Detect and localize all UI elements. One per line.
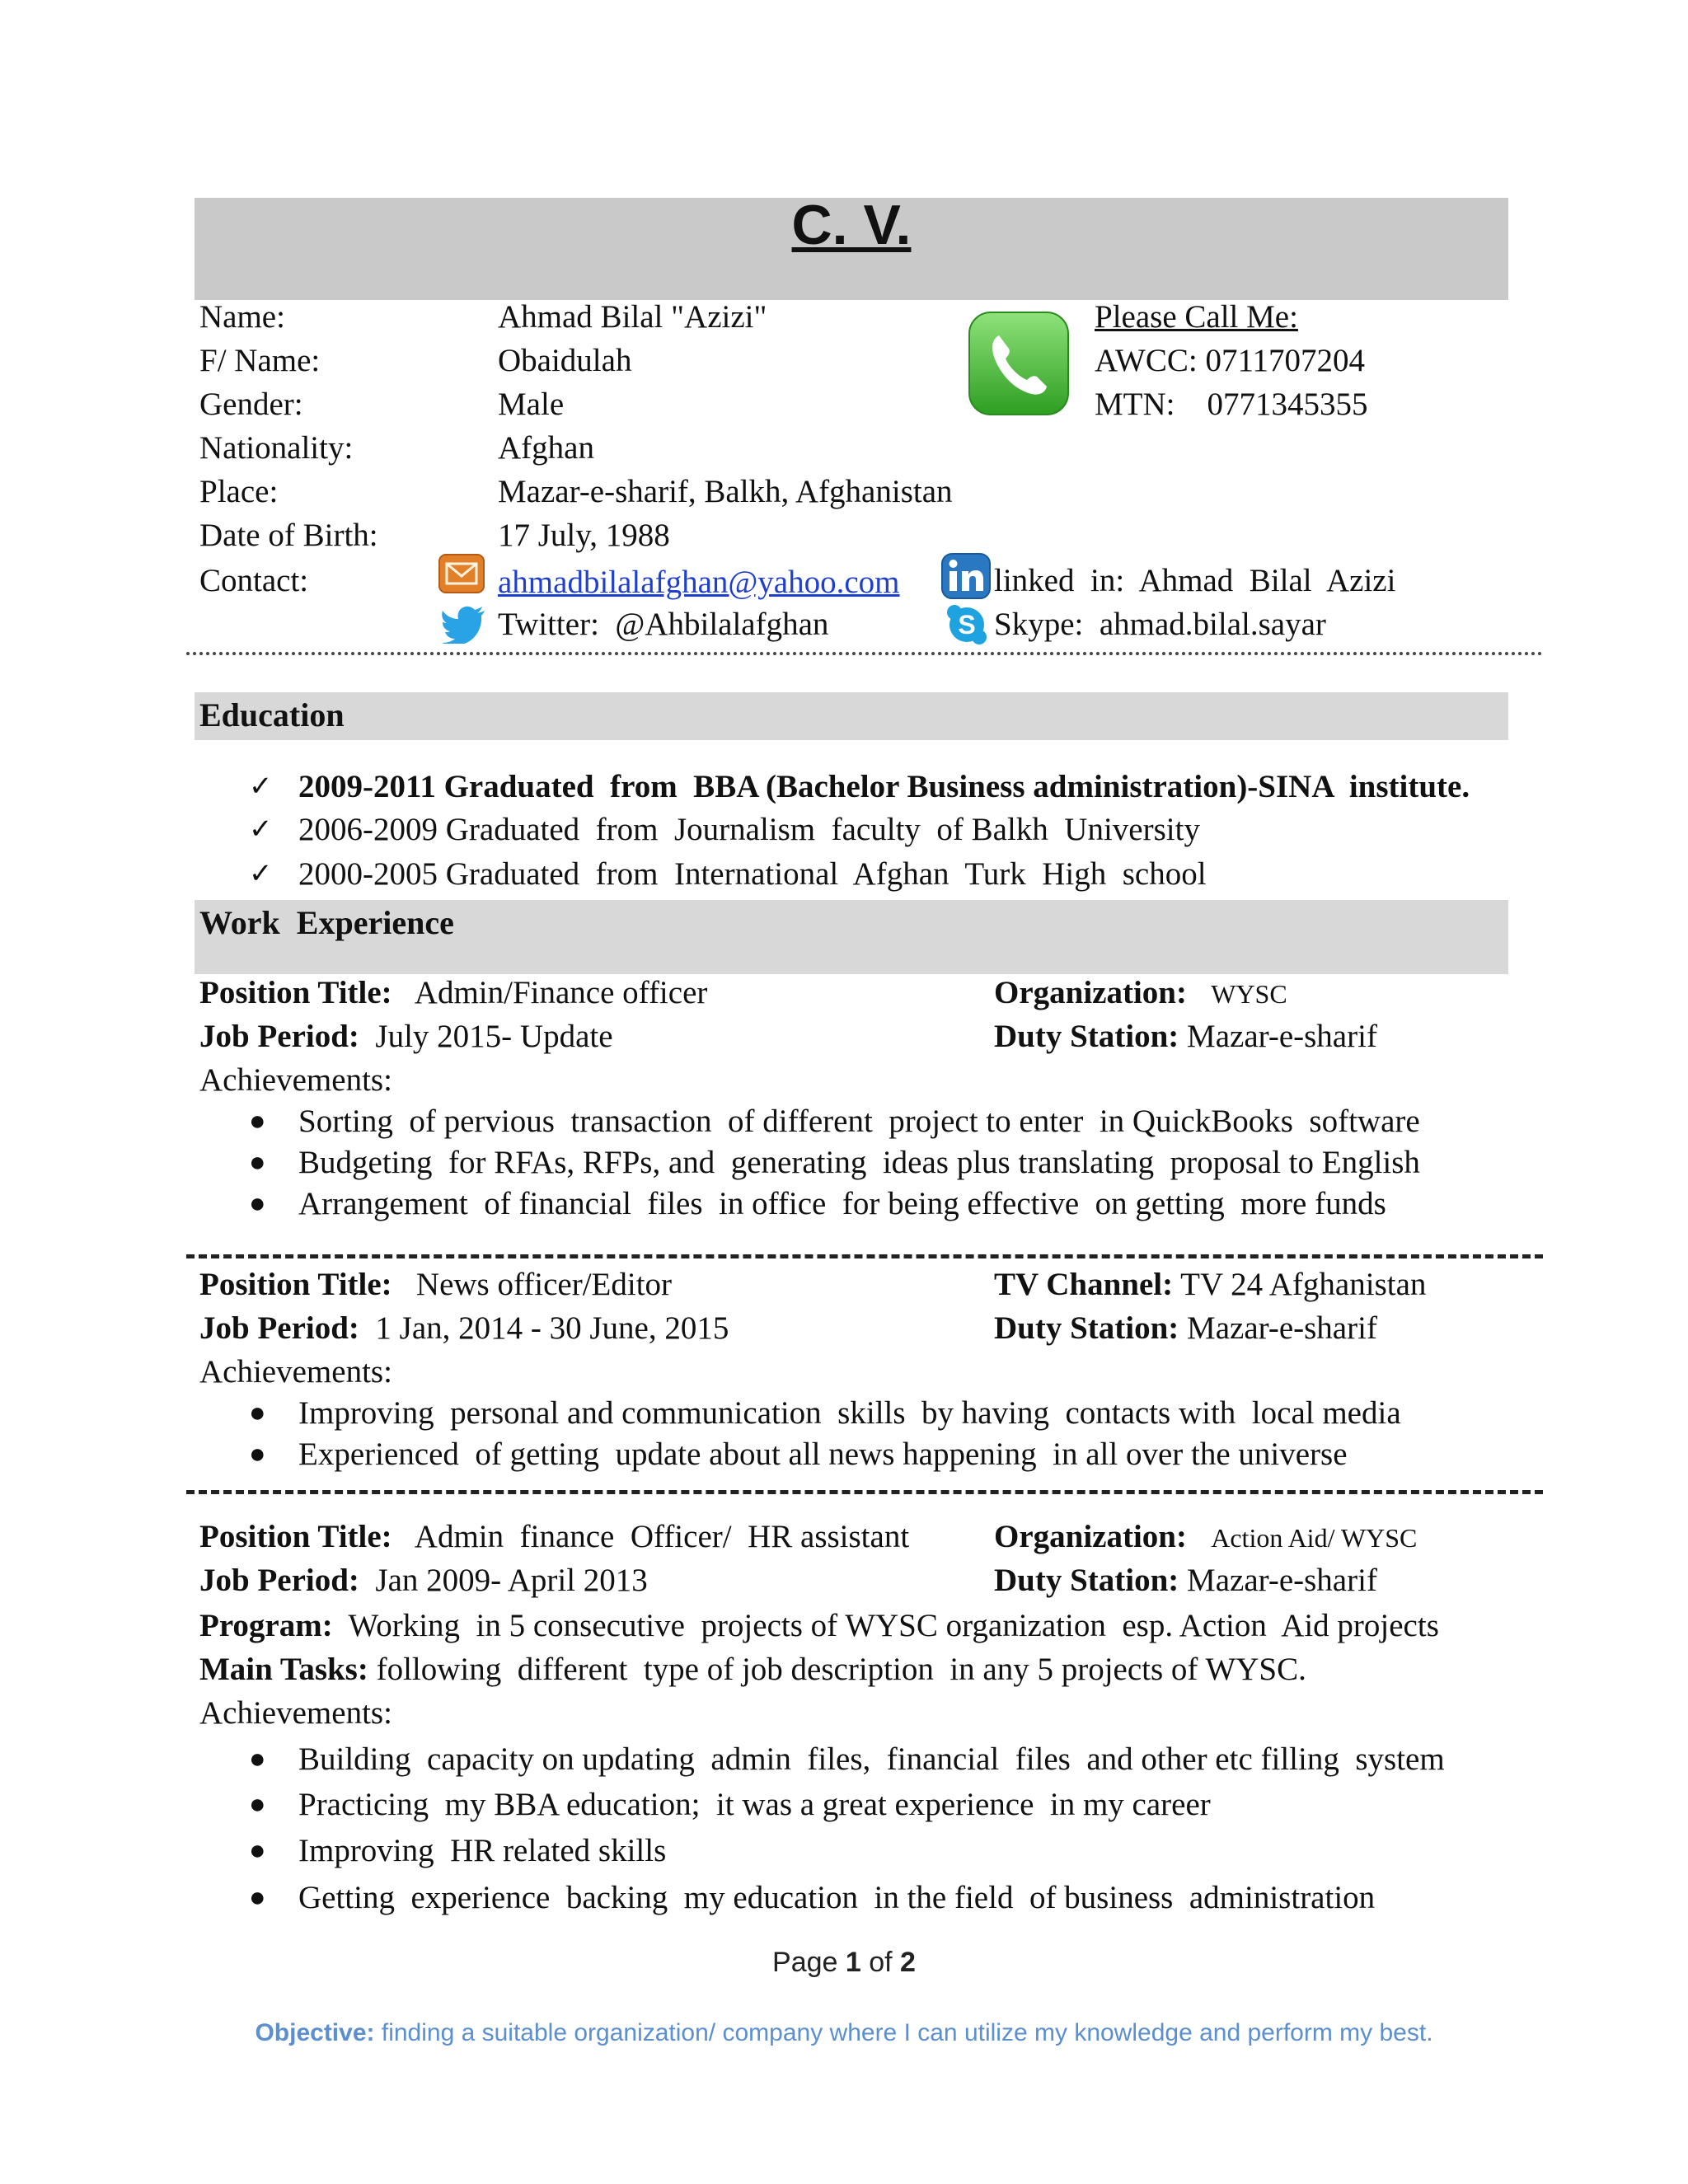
education-bar	[195, 692, 1508, 740]
nationality-value: Afghan	[498, 430, 594, 466]
bullet: ●	[249, 1744, 266, 1774]
skype-id: Skype: ahmad.bilal.sayar	[994, 607, 1326, 642]
divider	[186, 1254, 1543, 1258]
page-title: C. V.	[791, 194, 912, 256]
gender-label: Gender:	[199, 387, 303, 422]
bullet: ●	[249, 1106, 266, 1137]
job-duty-station: Duty Station: Mazar-e-sharif	[994, 1019, 1377, 1054]
twitter-handle: Twitter: @Ahbilalafghan	[498, 607, 829, 642]
achievement-item: Sorting of pervious transaction of different project to enter in QuickBooks software	[298, 1104, 1420, 1139]
work-title: Work Experience	[199, 904, 454, 941]
check-icon: ✓	[249, 814, 273, 845]
phone-icon	[968, 311, 1070, 416]
gender-value: Male	[498, 387, 565, 422]
achievements-label: Achievements:	[199, 1354, 392, 1390]
achievement-item: Arrangement of financial files in office for being effective on getting more funds	[298, 1186, 1386, 1221]
achievement-item: Budgeting for RFAs, RFPs, and generating ideas plus translating proposal to English	[298, 1145, 1420, 1180]
job-organization: Organization: WYSC	[994, 975, 1287, 1010]
check-icon: ✓	[249, 859, 273, 889]
bullet: ●	[249, 1398, 266, 1428]
name-value: Ahmad Bilal "Azizi"	[498, 299, 767, 335]
svg-text:S: S	[958, 610, 976, 640]
education-title: Education	[199, 696, 345, 733]
dob-label: Date of Birth:	[199, 518, 378, 553]
education-item: 2000-2005 Graduated from International Afghan Turk High school	[298, 856, 1207, 892]
nationality-label: Nationality:	[199, 430, 354, 466]
bullet: ●	[249, 1835, 266, 1866]
job-tv-channel: TV Channel: TV 24 Afghanistan	[994, 1267, 1427, 1302]
job-organization: Organization: Action Aid/ WYSC	[994, 1519, 1418, 1554]
objective: Objective: finding a suitable organization/ company where I can utilize my knowledge and perform my best.	[255, 2019, 1433, 2046]
achievements-label: Achievements:	[199, 1695, 392, 1731]
envelope-icon	[438, 554, 485, 593]
achievement-item: Experienced of getting update about all news happening in all over the universe	[298, 1436, 1348, 1472]
check-icon: ✓	[249, 771, 273, 802]
achievement-item: Building capacity on updating admin files, financial files and other etc filling system	[298, 1741, 1445, 1777]
education-item: 2009-2011 Graduated from BBA (Bachelor Business administration)-SINA institute.	[298, 769, 1470, 804]
linkedin-icon	[941, 553, 991, 599]
page-number: Page 1 of 2	[772, 1947, 916, 1978]
job-period: Job Period: Jan 2009- April 2013	[199, 1563, 648, 1598]
job-period: Job Period: 1 Jan, 2014 - 30 June, 2015	[199, 1310, 729, 1346]
twitter-icon	[442, 606, 486, 644]
dob-value: 17 July, 1988	[498, 518, 670, 553]
divider	[186, 652, 1543, 655]
linkedin-text: linked in: Ahmad Bilal Azizi	[994, 563, 1396, 598]
job-period: Job Period: July 2015- Update	[199, 1019, 613, 1054]
mtn-number: MTN: 0771345355	[1095, 387, 1368, 422]
email-link[interactable]: ahmadbilalafghan@yahoo.com	[498, 565, 900, 600]
contact-label: Contact:	[199, 563, 309, 598]
job-position: Position Title: News officer/Editor	[199, 1267, 673, 1302]
bullet: ●	[249, 1439, 266, 1469]
bullet: ●	[249, 1147, 266, 1178]
job-main-tasks: Main Tasks: following different type of job description in any 5 projects of WYSC.	[199, 1652, 1306, 1687]
job-program: Program: Working in 5 consecutive projects of WYSC organization esp. Action Aid projects	[199, 1608, 1439, 1643]
divider	[186, 1490, 1543, 1494]
achievement-item: Improving HR related skills	[298, 1833, 667, 1868]
achievement-item: Improving personal and communication skills by having contacts with local media	[298, 1395, 1401, 1431]
job-duty-station: Duty Station: Mazar-e-sharif	[994, 1563, 1377, 1598]
name-label: Name:	[199, 299, 285, 335]
fname-label: F/ Name:	[199, 343, 321, 378]
job-position: Position Title: Admin finance Officer/ HR assistant	[199, 1519, 910, 1554]
awcc-number: AWCC: 0711707204	[1095, 343, 1366, 378]
fname-value: Obaidulah	[498, 343, 632, 378]
skype-icon	[945, 605, 989, 644]
place-label: Place:	[199, 474, 279, 509]
achievements-label: Achievements:	[199, 1062, 392, 1098]
bullet: ●	[249, 1789, 266, 1820]
bullet: ●	[249, 1882, 266, 1913]
job-duty-station: Duty Station: Mazar-e-sharif	[994, 1310, 1377, 1346]
achievement-item: Getting experience backing my education in the field of business administration	[298, 1880, 1376, 1915]
bullet: ●	[249, 1188, 266, 1219]
achievement-item: Practicing my BBA education; it was a great experience in my career	[298, 1787, 1211, 1822]
education-item: 2006-2009 Graduated from Journalism faculty of Balkh University	[298, 812, 1200, 847]
call-heading: Please Call Me:	[1095, 299, 1298, 335]
job-position: Position Title: Admin/Finance officer	[199, 975, 708, 1010]
place-value: Mazar-e-sharif, Balkh, Afghanistan	[498, 474, 953, 509]
